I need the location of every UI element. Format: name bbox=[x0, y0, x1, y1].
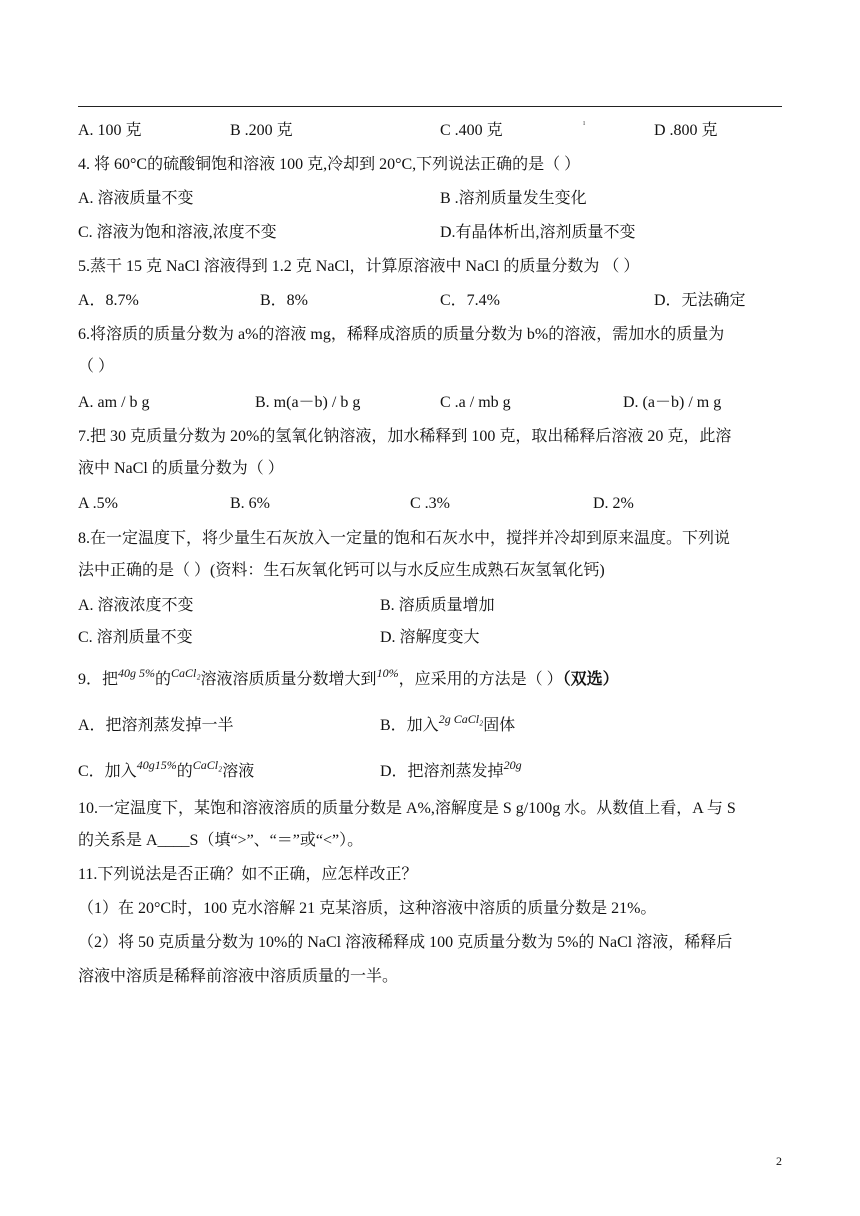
q9-option-c-math2: CaCl₂ bbox=[192, 758, 223, 772]
header-rule bbox=[78, 106, 782, 107]
q4-option-b: B .溶剂质量发生变化 bbox=[440, 190, 587, 207]
q9-tag: （双选） bbox=[562, 671, 619, 688]
q9-option-c bbox=[78, 758, 255, 782]
q8-stem-line1: 8.在一定温度下，将少量生石灰放入一定量的饱和石灰水中，搅拌并冷却到原来温度。下列说 bbox=[78, 530, 731, 547]
q10-line1: 10.一定温度下，某饱和溶液溶质的质量分数是 A%,溶解度是 S g/100g 水。从数值上看，A 与 S bbox=[78, 800, 736, 817]
q9-text-2: 的 bbox=[155, 671, 172, 688]
q9-option-d-math: 20g bbox=[503, 758, 522, 772]
q6-stem-line1: 6.将溶质的质量分数为 a%的溶液 mg，稀释成溶质的质量分数为 b%的溶液，需加水的质量为 bbox=[78, 326, 725, 343]
q9-option-b-math: 2g CaCl₂ bbox=[438, 712, 484, 726]
q3-option-a: A. 100 克 bbox=[78, 122, 142, 139]
q9-option-d bbox=[380, 758, 522, 782]
q9-stem bbox=[78, 666, 619, 690]
q4-option-d: D.有晶体析出,溶剂质量不变 bbox=[440, 224, 636, 241]
q9-text-4: ，应采用的方法是（ ） bbox=[398, 671, 563, 688]
q11-statement-2-line1: （2）将 50 克质量分数为 10%的 NaCl 溶液稀释成 100 克质量分数为 5%的 NaCl 溶液，稀释后 bbox=[78, 934, 733, 951]
q9-math-formula: CaCl₂ bbox=[171, 666, 201, 680]
q3-option-b: B .200 克 bbox=[230, 122, 293, 139]
q5-option-a: A．8.7% bbox=[78, 292, 139, 309]
q4-stem: 4. 将 60°C的硫酸铜饱和溶液 100 克,冷却到 20°C,下列说法正确的是（ ） bbox=[78, 156, 581, 173]
q7-stem-line2: 液中 NaCl 的质量分数为（ ） bbox=[78, 460, 284, 477]
q9-text-3: 溶液溶质质量分数增大到 bbox=[200, 671, 377, 688]
q9-text-1: 9．把 bbox=[78, 671, 119, 688]
q5-option-c: C．7.4% bbox=[440, 292, 501, 309]
q8-option-a: A. 溶液浓度不变 bbox=[78, 597, 194, 614]
q5-stem: 5.蒸干 15 克 NaCl 溶液得到 1.2 克 NaCl，计算原溶液中 NaCl 的质量分数为 （ ） bbox=[78, 258, 640, 275]
q10-line2: 的关系是 A____S（填“>”、“＝”或“<”）。 bbox=[78, 832, 364, 849]
q7-option-c: C .3% bbox=[410, 495, 450, 512]
q9-option-b bbox=[380, 712, 516, 736]
q11-statement-2-line2: 溶液中溶质是稀释前溶液中溶质质量的一半。 bbox=[78, 968, 399, 985]
q11-statement-1: （1）在 20°C时，100 克水溶解 21 克某溶质，这种溶液中溶质的质量分数是 21%。 bbox=[78, 900, 657, 917]
q9-option-b-pre: B．加入 bbox=[380, 717, 439, 734]
q9-option-c-post: 溶液 bbox=[222, 763, 255, 780]
q6-option-b: B. m(a－b) / b g bbox=[255, 394, 361, 411]
q7-option-a: A .5% bbox=[78, 495, 118, 512]
q8-option-b: B. 溶质质量增加 bbox=[380, 597, 495, 614]
q9-option-d-pre: D．把溶剂蒸发掉 bbox=[380, 763, 504, 780]
q4-option-c: C. 溶液为饱和溶液,浓度不变 bbox=[78, 224, 277, 241]
q8-option-c: C. 溶剂质量不变 bbox=[78, 629, 193, 646]
q8-stem-line2: 法中正确的是（ ）(资料：生石灰氧化钙可以与水反应生成熟石灰氢氧化钙) bbox=[78, 562, 605, 579]
scan-mark: ı bbox=[583, 118, 586, 127]
q3-option-d: D .800 克 bbox=[654, 122, 718, 139]
q4-option-a: A. 溶液质量不变 bbox=[78, 190, 194, 207]
q9-option-c-math1: 40g15% bbox=[136, 758, 177, 772]
q9-option-b-post: 固体 bbox=[483, 717, 516, 734]
q9-option-c-mid: 的 bbox=[176, 763, 193, 780]
q6-stem-line2: （ ） bbox=[78, 358, 115, 375]
q9-option-c-pre: C．加入 bbox=[78, 763, 137, 780]
q6-option-c: C .a / mb g bbox=[440, 394, 511, 411]
q9-option-a: A．把溶剂蒸发掉一半 bbox=[78, 717, 234, 734]
q7-option-d: D. 2% bbox=[593, 495, 634, 512]
q6-option-d: D. (a－b) / m g bbox=[623, 394, 722, 411]
q11-stem: 11.下列说法是否正确？如不正确，应怎样改正？ bbox=[78, 866, 418, 883]
q9-math-target: 10% bbox=[376, 666, 399, 680]
q5-option-b: B．8% bbox=[260, 292, 309, 309]
q5-option-d: D．无法确定 bbox=[654, 292, 746, 309]
q6-option-a: A. am / b g bbox=[78, 394, 150, 411]
q7-stem-line1: 7.把 30 克质量分数为 20%的氢氧化钠溶液，加水稀释到 100 克，取出稀释后溶液 20 克，此溶 bbox=[78, 428, 732, 445]
q8-option-d: D. 溶解度变大 bbox=[380, 629, 480, 646]
q7-option-b: B. 6% bbox=[230, 495, 270, 512]
q3-option-c: C .400 克 bbox=[440, 122, 503, 139]
q9-math-amount: 40g 5% bbox=[118, 666, 156, 680]
page-number: 2 bbox=[776, 1154, 782, 1168]
